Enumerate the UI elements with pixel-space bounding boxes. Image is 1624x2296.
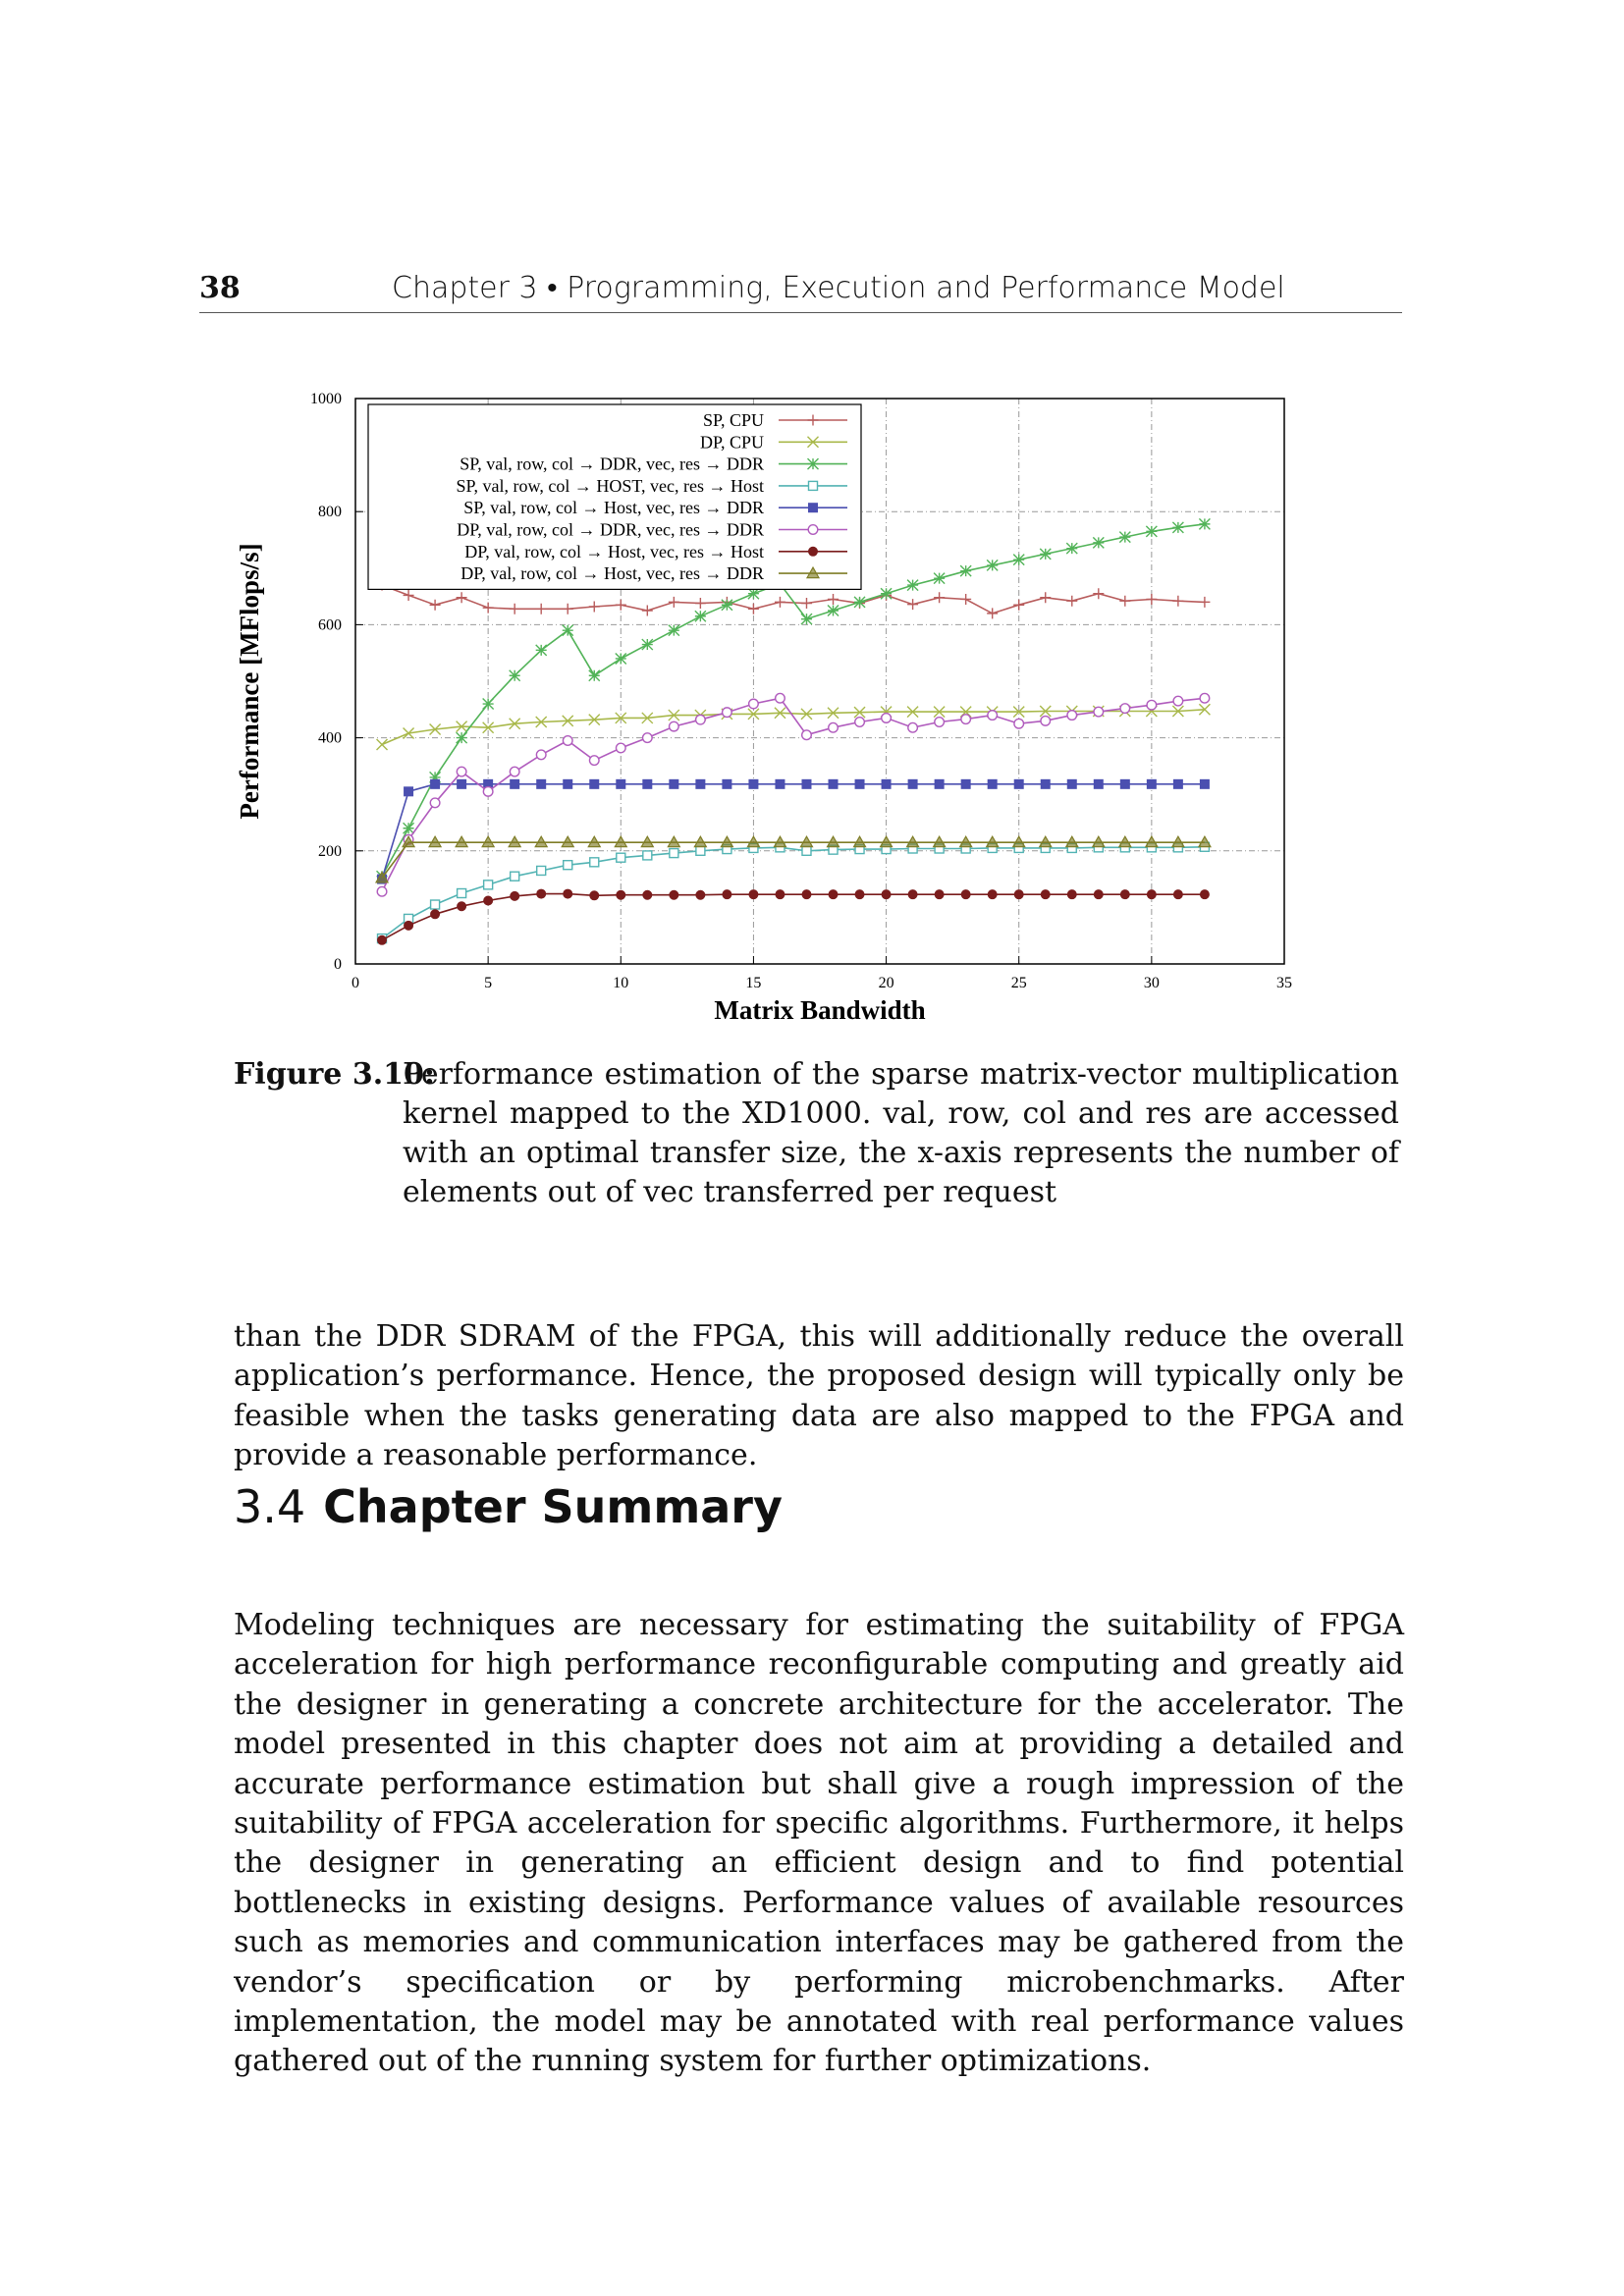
data-point [1013, 600, 1024, 611]
data-point [1147, 779, 1156, 788]
data-point [537, 866, 546, 875]
data-point [696, 715, 706, 724]
x-tick-label: 25 [1010, 975, 1027, 991]
data-point [1067, 779, 1076, 788]
data-point [536, 645, 547, 656]
caption-text: Performance estimation of the sparse matrix-vector multiplication kernel mapped to the XD1000. val, row, col and res are accessed with an optimal transfer size, the x-axis represents the number of elements out of vec transferred per request [403, 1057, 1399, 1209]
x-tick-label: 35 [1276, 975, 1292, 991]
data-point [563, 625, 573, 636]
data-point [1014, 890, 1023, 899]
data-point [801, 614, 812, 624]
data-point [960, 594, 971, 605]
data-point [961, 715, 971, 724]
data-point [589, 756, 599, 766]
legend-label: SP, val, row, col → HOST, vec, res → Host [456, 475, 764, 496]
series-line-6 [382, 698, 1205, 891]
data-point [590, 779, 599, 788]
data-point [643, 851, 652, 860]
data-point [855, 890, 864, 899]
data-point [1146, 594, 1157, 605]
data-point [1040, 592, 1051, 603]
data-point [458, 779, 466, 788]
data-point [881, 588, 892, 599]
data-point [1147, 890, 1156, 899]
data-point [643, 779, 652, 788]
data-point [483, 699, 494, 710]
data-point [669, 625, 679, 636]
y-tick-label: 800 [318, 504, 342, 521]
data-point [430, 798, 440, 808]
page-header [199, 267, 1402, 313]
y-tick-label: 200 [318, 842, 342, 860]
data-point [749, 890, 758, 899]
data-point [430, 600, 441, 611]
data-point [643, 890, 652, 899]
data-point [537, 779, 546, 788]
legend-marker [808, 458, 819, 469]
data-point [483, 787, 493, 797]
data-point [670, 890, 678, 899]
body-paragraph-2: Modeling techniques are necessary for estimating the suitability of FPGA acceleration for high performance reconfigurable computing and greatly aid the designer in generating a concrete architecture for the accelerator. The model presented in this chapter does not aim at providing a detailed and accurate performance estimation but shall give a rough impression of the suitability of FPGA acceleration for specific algorithms. Furthermore, it helps the designer in generating an efficient design and to find potential bottlenecks in existing designs. Performance values of available resources such as memories and communication interfaces may be gathered from the vendor’s specification or by performing microbenchmarks. After implementation, the model may be annotated with real performance values gathered out of the running system for further optimizations. [234, 1608, 1404, 2079]
data-point [590, 858, 599, 867]
data-point [431, 779, 440, 788]
data-point [643, 733, 653, 743]
data-point [642, 639, 653, 650]
data-point [828, 606, 839, 616]
data-point [564, 889, 572, 898]
data-point [1146, 526, 1157, 537]
data-point [564, 861, 572, 870]
data-point [642, 606, 653, 616]
running-title: Chapter 3 • Programming, Execution and Performance Model [392, 271, 1285, 305]
data-point [961, 890, 970, 899]
data-point [801, 598, 812, 609]
data-point [1041, 779, 1050, 788]
data-point [1013, 555, 1024, 565]
data-point [695, 611, 706, 621]
data-point [564, 779, 572, 788]
data-point [1014, 779, 1023, 788]
legend-label: DP, val, row, col → Host, vec, res → Host [464, 541, 764, 561]
data-point [908, 890, 917, 899]
data-point [404, 823, 414, 833]
data-point [670, 849, 678, 858]
data-point [617, 779, 625, 788]
data-point [483, 603, 494, 614]
data-point [882, 890, 891, 899]
data-point [1200, 890, 1209, 899]
data-point [377, 886, 387, 896]
data-point [749, 779, 758, 788]
data-point [537, 889, 546, 898]
data-point [404, 590, 414, 601]
y-tick-label: 400 [318, 729, 342, 747]
legend-label: DP, val, row, col → Host, vec, res → DDR [460, 563, 764, 584]
data-point [1066, 543, 1077, 554]
section-number: 3.4 [234, 1480, 306, 1533]
data-point [696, 890, 705, 899]
data-point [828, 594, 839, 605]
series-line-5 [382, 784, 1205, 880]
data-point [882, 779, 891, 788]
data-point [1173, 890, 1182, 899]
data-point [934, 573, 945, 584]
data-point [776, 890, 785, 899]
legend-marker [809, 547, 818, 556]
data-point [829, 890, 838, 899]
page-number: 38 [199, 271, 241, 305]
x-tick-label: 30 [1143, 975, 1160, 991]
data-point [907, 599, 918, 610]
x-tick-label: 0 [352, 975, 359, 991]
data-point [749, 699, 759, 709]
data-point [1041, 890, 1050, 899]
data-point [988, 711, 998, 721]
data-point [431, 910, 440, 919]
data-point [802, 846, 811, 855]
data-point [723, 890, 731, 899]
data-point [510, 604, 520, 614]
data-point [908, 779, 917, 788]
legend-marker [808, 525, 818, 535]
y-tick-label: 1000 [310, 391, 342, 407]
data-point [670, 721, 679, 731]
data-point [1093, 588, 1104, 599]
data-point [1014, 719, 1024, 728]
data-point [1067, 711, 1077, 721]
figure [226, 383, 1316, 1050]
data-point [484, 896, 493, 905]
data-point [1147, 700, 1157, 710]
x-tick-label: 15 [745, 975, 762, 991]
data-point [1094, 890, 1103, 899]
data-point [1067, 890, 1076, 899]
data-point [960, 565, 971, 576]
data-point [511, 779, 519, 788]
data-point [616, 653, 626, 664]
section-title: Chapter Summary [323, 1480, 783, 1533]
data-point [1120, 779, 1129, 788]
x-axis-label: Matrix Bandwidth [714, 995, 926, 1025]
data-point [855, 779, 864, 788]
data-point [987, 560, 998, 570]
data-point [1173, 779, 1182, 788]
data-point [1119, 532, 1130, 543]
data-point [748, 604, 759, 614]
data-point [563, 736, 572, 746]
data-point [802, 779, 811, 788]
data-point [802, 890, 811, 899]
data-point [669, 597, 679, 608]
data-point [458, 902, 466, 911]
data-point [1094, 707, 1104, 717]
data-point [511, 872, 519, 881]
data-point [854, 597, 865, 608]
data-point [405, 787, 413, 796]
data-point [617, 890, 625, 899]
performance-chart [226, 383, 1316, 1050]
x-tick-label: 10 [613, 975, 629, 991]
data-point [776, 779, 785, 788]
data-point [457, 592, 467, 603]
legend-label: DP, val, row, col → DDR, vec, res → DDR [457, 519, 764, 540]
data-point [1094, 779, 1103, 788]
data-point [405, 921, 413, 930]
data-point [458, 889, 466, 898]
data-point [696, 846, 705, 855]
data-point [1172, 596, 1183, 607]
data-point [961, 779, 970, 788]
data-point [1041, 717, 1051, 726]
data-point [457, 767, 466, 776]
data-point [829, 722, 839, 732]
data-point [589, 601, 600, 612]
y-axis-label: Performance [MFlops/s] [235, 543, 264, 820]
data-point [775, 597, 785, 608]
data-point [695, 598, 706, 609]
data-point [377, 739, 388, 750]
data-point [563, 604, 573, 614]
caption-label: Figure 3.10: [234, 1057, 435, 1092]
data-point [1173, 696, 1183, 706]
data-point [723, 779, 731, 788]
data-point [908, 722, 918, 732]
x-tick-label: 20 [878, 975, 894, 991]
y-tick-label: 600 [318, 616, 342, 634]
data-point [670, 779, 678, 788]
data-point [829, 779, 838, 788]
data-point [1200, 779, 1209, 788]
data-point [616, 743, 625, 753]
data-point [511, 891, 519, 900]
data-point [510, 767, 519, 776]
data-point [882, 714, 892, 723]
legend-marker [809, 504, 818, 512]
data-point [536, 604, 547, 614]
legend-box [368, 404, 861, 589]
data-point [1066, 596, 1077, 607]
data-point [1093, 537, 1104, 548]
data-point [935, 718, 945, 727]
x-tick-label: 5 [484, 975, 493, 991]
legend-label: SP, val, row, col → DDR, vec, res → DDR [460, 454, 764, 474]
data-point [907, 580, 918, 591]
data-point [590, 891, 599, 900]
data-point [617, 853, 625, 862]
data-point [802, 730, 812, 740]
data-point [935, 890, 944, 899]
data-point [1120, 704, 1130, 714]
data-point [1040, 549, 1051, 560]
data-point [1199, 597, 1210, 608]
y-tick-label: 0 [334, 956, 342, 973]
data-point [722, 600, 732, 611]
data-point [536, 750, 546, 760]
data-point [378, 935, 387, 944]
legend-label: SP, val, row, col → Host, vec, res → DDR [463, 498, 764, 518]
data-point [988, 890, 997, 899]
series-line-4 [382, 847, 1205, 938]
section-heading [234, 1480, 783, 1533]
legend-marker [809, 481, 818, 490]
data-point [616, 600, 626, 611]
legend-label: DP, CPU [699, 432, 764, 453]
data-point [1199, 518, 1210, 529]
data-point [484, 881, 493, 889]
data-point [696, 779, 705, 788]
data-point [589, 670, 600, 681]
data-point [855, 718, 865, 727]
legend-label: SP, CPU [702, 410, 764, 430]
series-line-7 [382, 894, 1205, 940]
data-point [1172, 522, 1183, 533]
data-point [1119, 596, 1130, 607]
data-point [510, 670, 520, 681]
data-point [1200, 693, 1210, 703]
data-point [431, 900, 440, 909]
data-point [987, 608, 998, 618]
data-point [1120, 890, 1129, 899]
data-point [776, 693, 785, 703]
body-paragraph-1: than the DDR SDRAM of the FPGA, this will additionally reduce the overall application’s performance. Hence, the proposed design will typically only be feasible when the tasks generating data are also mapped to the FPGA and provide a reasonable performance. [234, 1319, 1404, 1473]
data-point [723, 708, 732, 718]
data-point [934, 592, 945, 603]
data-point [935, 779, 944, 788]
data-point [988, 779, 997, 788]
data-point [457, 732, 467, 743]
